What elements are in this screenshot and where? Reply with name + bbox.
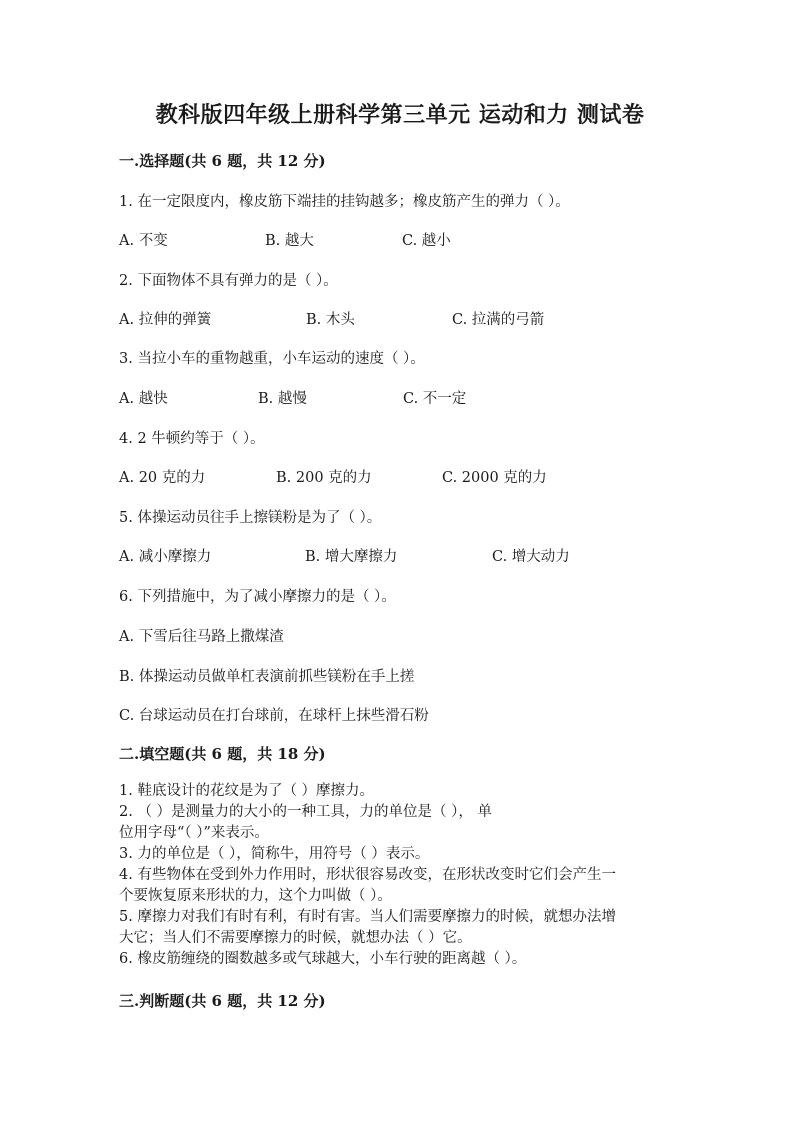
- fill-question-2-line-2: 位用字母“（ ）”来表示。: [119, 825, 269, 841]
- section-heading-choice: 一.选择题(共 6 题，共 12 分): [119, 152, 326, 170]
- question-4-option-b: B. 200 克的力: [276, 470, 372, 486]
- question-1-option-a: A. 不变: [119, 233, 168, 249]
- question-3-option-c: C. 不一定: [403, 391, 467, 407]
- fill-question-1: 1. 鞋底设计的花纹是为了（ ）摩擦力。: [119, 783, 375, 799]
- fill-question-4-line-1: 4. 有些物体在受到外力作用时，形状很容易改变，在形状改变时它们会产生一: [119, 867, 616, 883]
- fill-question-2-text-a: 2. （ ）是测量力的大小的一种工具，力的单位是（ ），: [119, 804, 473, 820]
- question-3-stem: 3. 当拉小车的重物越重，小车运动的速度（ ）。: [119, 351, 425, 367]
- question-1-option-b: B. 越大: [265, 233, 314, 249]
- question-4-option-c: C. 2000 克的力: [442, 470, 547, 486]
- question-6-stem: 6. 下列措施中，为了减小摩擦力的是（ ）。: [119, 589, 396, 605]
- question-3-option-b: B. 越慢: [258, 391, 307, 407]
- question-5-option-b: B. 增大摩擦力: [305, 549, 398, 565]
- fill-question-5-line-2: 大它；当人们不需要摩擦力的时候，就想办法（ ）它。: [119, 930, 472, 946]
- section-heading-judge: 三.判断题(共 6 题，共 12 分): [119, 992, 326, 1010]
- page-title: 教科版四年级上册科学第三单元 运动和力 测试卷: [155, 102, 645, 128]
- question-6-option-a: A. 下雪后往马路上撒煤渣: [119, 629, 284, 645]
- question-2-option-b: B. 木头: [306, 312, 355, 328]
- question-5-stem: 5. 体操运动员往手上擦镁粉是为了（ ）。: [119, 510, 382, 526]
- fill-question-6: 6. 橡皮筋缠绕的圈数越多或气球越大，小车行驶的距离越（ ）。: [119, 951, 527, 967]
- question-1-stem: 1. 在一定限度内，橡皮筋下端挂的挂钩越多；橡皮筋产生的弹力（ ）。: [119, 194, 570, 210]
- fill-question-2-text-b: 单: [477, 804, 493, 820]
- question-2-stem: 2. 下面物体不具有弹力的是（ ）。: [119, 273, 338, 289]
- fill-blank-questions: [119, 781, 675, 970]
- question-4-option-a: A. 20 克的力: [119, 470, 206, 486]
- question-4-stem: 4. 2 牛顿约等于（ ）。: [119, 431, 265, 447]
- question-2-option-c: C. 拉满的弓箭: [452, 312, 545, 328]
- question-5-option-c: C. 增大动力: [492, 549, 570, 565]
- question-6-option-b: B. 体操运动员做单杠表演前抓些镁粉在手上搓: [119, 669, 415, 685]
- fill-question-5-line-1: 5. 摩擦力对我们有时有利，有时有害。当人们需要摩擦力的时候，就想办法增: [119, 909, 616, 925]
- question-1-option-c: C. 越小: [402, 233, 451, 249]
- question-2-option-a: A. 拉伸的弹簧: [119, 312, 212, 328]
- fill-question-3: 3. 力的单位是（ ），简称牛，用符号（ ）表示。: [119, 846, 430, 862]
- question-5-option-a: A. 减小摩擦力: [119, 549, 212, 565]
- fill-question-4-line-2: 个要恢复原来形状的力，这个力叫做（ ）。: [119, 888, 392, 904]
- question-6-option-c: C. 台球运动员在打台球前，在球杆上抹些滑石粉: [119, 708, 429, 724]
- fill-question-2-line-1: [119, 802, 675, 823]
- section-heading-fill: 二.填空题(共 6 题，共 18 分): [119, 745, 326, 763]
- question-3-option-a: A. 越快: [119, 391, 168, 407]
